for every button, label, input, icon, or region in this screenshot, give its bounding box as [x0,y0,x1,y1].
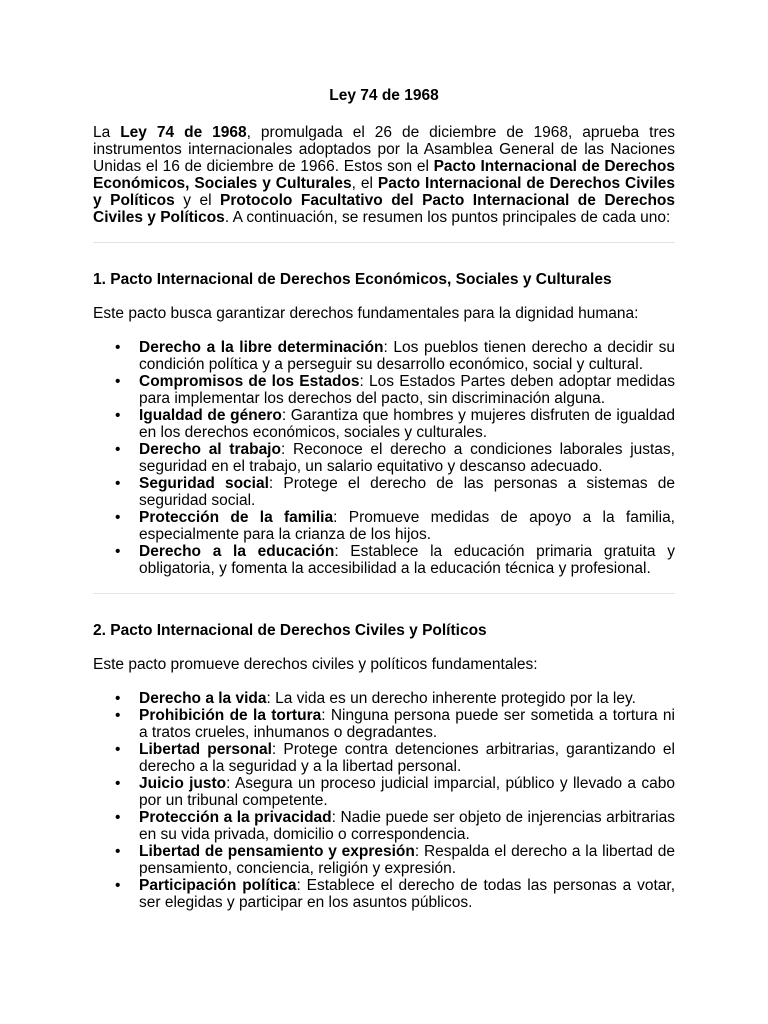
list-item [93,543,675,577]
section-heading: 2. Pacto Internacional de Derechos Civiles y Políticos [93,622,487,639]
item-description: : Protege el derecho de las personas a sistemas de seguridad social. [139,475,676,509]
list-item [93,877,675,911]
list-item [93,690,675,707]
item-term: Participación política [139,877,297,894]
bullet-icon: • [115,843,121,860]
list-item [93,509,675,543]
bullet-icon: • [115,741,121,758]
list-item [93,373,675,407]
bullet-icon: • [115,775,121,792]
list-item [93,707,675,741]
item-description: : Reconoce el derecho a condiciones laborales justas, seguridad en el trabajo, un salario equitativo y descanso adecuado. [139,441,675,475]
list-item [93,809,675,843]
intro-bold-law: Ley 74 de 1968 [120,124,247,141]
section-divider [93,242,675,243]
item-term: Derecho a la educación [139,543,335,560]
section-lead: Este pacto promueve derechos civiles y políticos fundamentales: [93,656,538,673]
rights-list [93,690,675,911]
intro-bold-pidcp: Pacto Internacional de Derechos Civiles y Políticos [93,175,675,209]
document-title: Ley 74 de 1968 [329,87,439,104]
item-description: : Ninguna persona puede ser sometida a tortura ni a tratos crueles, inhumanos o degradantes. [139,707,675,741]
item-term: Derecho al trabajo [139,441,281,458]
bullet-icon: • [115,509,121,526]
item-term: Protección a la privacidad [139,809,332,826]
item-description: : Nadie puede ser objeto de injerencias arbitrarias en su vida privada, domicilio o correspondencia. [139,809,675,843]
item-term: Libertad personal [139,741,272,758]
document-page [93,86,675,911]
item-description: : La vida es un derecho inherente protegido por la ley. [266,690,636,707]
intro-bold-pidesc: Pacto Internacional de Derechos Económicos, Sociales y Culturales [93,158,676,192]
item-description: : Promueve medidas de apoyo a la familia, especialmente para la crianza de los hijos. [139,509,675,543]
item-term: Derecho a la libre determinación [139,339,384,356]
item-description: : Los Estados Partes deben adoptar medidas para implementar los derechos del pacto, sin discriminación alguna. [139,373,675,407]
section-divider [93,593,675,594]
list-item [93,843,675,877]
bullet-icon: • [115,441,121,458]
item-description: : Protege contra detenciones arbitrarias, garantizando el derecho a la seguridad y a la libertad personal. [139,741,675,775]
item-term: Compromisos de los Estados [139,373,360,390]
bullet-icon: • [115,373,121,390]
item-term: Protección de la familia [139,509,334,526]
item-term: Prohibición de la tortura [139,707,322,724]
intro-text-1: La [93,124,121,141]
bullet-icon: • [115,475,121,492]
list-item [93,339,675,373]
section-lead: Este pacto busca garantizar derechos fundamentales para la dignidad humana: [93,305,639,322]
item-term: Juicio justo [139,775,227,792]
list-item [93,475,675,509]
rights-list [93,339,675,577]
intro-text-2: , promulgada el 26 de diciembre de 1968, aprueba tres instrumentos internacionales adoptados por la Asamblea General de las Naciones Unidas el 16 de diciembre de 1966. Estos son el [93,124,675,175]
intro-bold-protocol: Protocolo Facultativo del Pacto Internacional de Derechos Civiles y Políticos [93,192,676,226]
item-description: : Los pueblos tienen derecho a decidir su condición política y a perseguir su desarrollo económico, social y cultural. [139,339,675,373]
item-term: Libertad de pensamiento y expresión [139,843,415,860]
intro-text-3: , el [351,175,378,192]
bullet-icon: • [115,809,121,826]
item-description: : Garantiza que hombres y mujeres disfruten de igualdad en los derechos económicos, sociales y culturales. [139,407,675,441]
section-heading: 1. Pacto Internacional de Derechos Económicos, Sociales y Culturales [93,271,612,288]
list-item [93,441,675,475]
list-item [93,741,675,775]
bullet-icon: • [115,877,121,894]
item-term: Derecho a la vida [139,690,267,707]
intro-text-5: . A continuación, se resumen los puntos principales de cada uno: [224,209,671,226]
bullet-icon: • [115,707,121,724]
item-description: : Asegura un proceso judicial imparcial, público y llevado a cabo por un tribunal competente. [139,775,675,809]
list-item [93,775,675,809]
bullet-icon: • [115,543,121,560]
bullet-icon: • [115,690,121,707]
item-term: Seguridad social [139,475,269,492]
bullet-icon: • [115,339,121,356]
item-term: Igualdad de género [139,407,282,424]
item-description: : Establece la educación primaria gratuita y obligatoria, y fomenta la accesibilidad a la educación técnica y profesional. [139,543,675,577]
item-description: : Respalda el derecho a la libertad de pensamiento, conciencia, religión y expresión. [139,843,675,877]
bullet-icon: • [115,407,121,424]
item-description: : Establece el derecho de todas las personas a votar, ser elegidas y participar en los asuntos públicos. [139,877,675,911]
intro-paragraph [93,124,675,226]
intro-text-4: y el [174,192,221,209]
list-item [93,407,675,441]
